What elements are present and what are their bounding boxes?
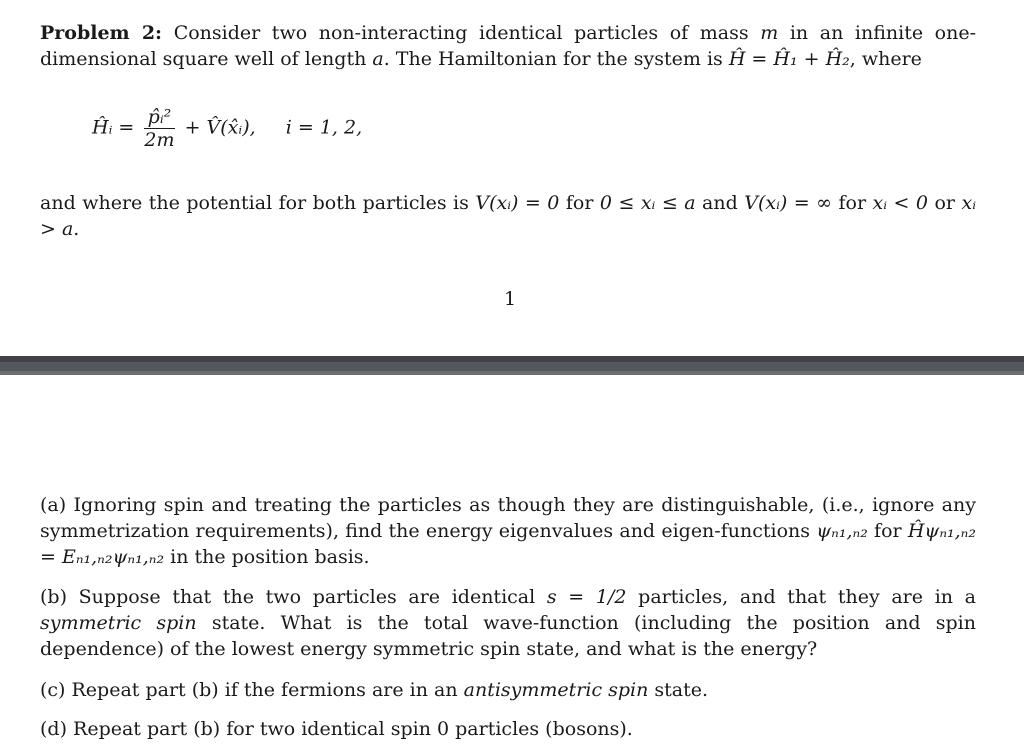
problem-statement <box>40 20 976 72</box>
equation-fraction <box>144 106 174 151</box>
page-number: 1 <box>503 288 517 310</box>
potential-text-c: and <box>695 192 745 214</box>
hamiltonian-total: Ĥ = Ĥ₁ + Ĥ₂ <box>728 48 850 70</box>
equation-rest: + V̂(x̂ᵢ), <box>184 116 256 139</box>
part-b-spin: s = 1/2 <box>546 586 627 608</box>
part-a-equation: Ĥψₙ₁,ₙ₂ = Eₙ₁,ₙ₂ψₙ₁,ₙ₂ <box>40 520 977 568</box>
part-d: (d) Repeat part (b) for two identical spin 0 particles (bosons). <box>40 718 633 740</box>
equation-denominator: 2m <box>144 129 175 151</box>
intro-text-c: . The Hamiltonian for the system is <box>383 48 729 70</box>
part-c-antisymmetric: antisymmetric spin <box>463 679 649 701</box>
potential-range: 0 ≤ xᵢ ≤ a <box>599 192 696 214</box>
problem-label: Problem 2: <box>40 22 163 44</box>
part-b-text-3: state. What is the total wave-function (including the position and spin dependence) of the lowest energy symmetric spin state, and what is the energy? <box>40 612 976 660</box>
part-b <box>40 584 976 662</box>
part-b-text-2: particles, and that they are in a <box>626 586 977 608</box>
part-a-text-1: (a) Ignoring spin and treating the particles as though they are distinguishable, (i.e., ignore any symmetrization requirements), find the energy eigenvalues and eigen-functions <box>40 494 976 542</box>
potential-greater: xᵢ > a <box>40 192 977 240</box>
potential-text-e: or <box>928 192 955 214</box>
mass-symbol: m <box>760 22 779 44</box>
potential-negative: xᵢ < 0 <box>872 192 928 214</box>
potential-text-f: . <box>73 218 80 240</box>
part-b-text-1: (b) Suppose that the two particles are identical <box>40 586 547 608</box>
intro-text-d: , where <box>849 48 922 70</box>
part-b-symmetric: symmetric spin <box>40 612 197 634</box>
length-symbol: a <box>372 48 384 70</box>
equation-lhs: Ĥᵢ = <box>92 116 135 139</box>
part-c <box>40 677 976 703</box>
potential-infinite: V(xᵢ) = ∞ <box>744 192 833 214</box>
potential-statement <box>40 190 976 242</box>
potential-zero: V(xᵢ) = 0 <box>475 192 560 214</box>
part-a-text-3: in the position basis. <box>164 546 370 568</box>
hamiltonian-equation <box>92 106 452 166</box>
part-a-psi: ψₙ₁,ₙ₂ <box>816 520 868 542</box>
part-c-text-2: state. <box>648 679 709 701</box>
page-divider <box>0 356 1024 375</box>
potential-text-a: and where the potential for both particles is <box>40 192 476 214</box>
part-a-text-2: for <box>867 520 908 542</box>
part-a <box>40 492 976 570</box>
equation-index: i = 1, 2, <box>285 116 363 139</box>
potential-text-b: for <box>559 192 600 214</box>
page-top <box>0 0 1024 356</box>
intro-text-b: in an infinite one-dimensional square well of length <box>40 22 977 70</box>
equation-numerator: p̂ᵢ² <box>144 106 174 129</box>
potential-text-d: for <box>832 192 873 214</box>
part-c-text-1: (c) Repeat part (b) if the fermions are in an <box>40 679 464 701</box>
intro-text-a: Consider two non-interacting identical particles of mass <box>173 22 761 44</box>
